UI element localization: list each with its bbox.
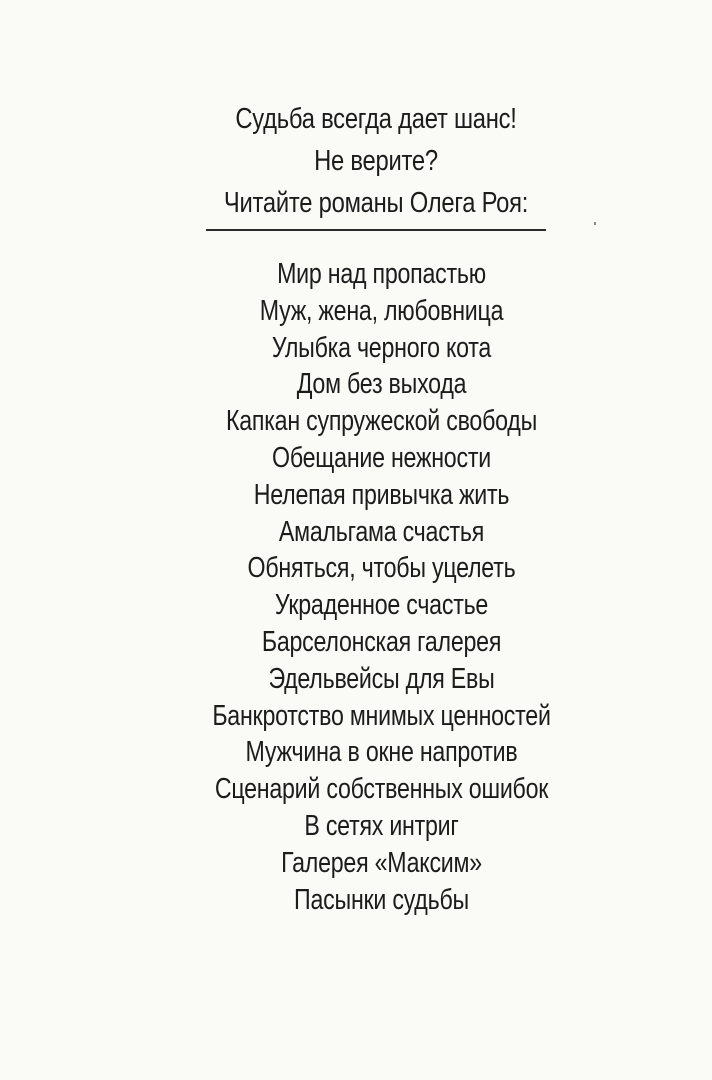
novel-title: Эдельвейсы для Евы <box>268 662 495 695</box>
novel-title: Мир над пропастью <box>277 258 486 290</box>
novel-title: Улыбка черного кота <box>271 331 492 364</box>
promo-line: Читайте романы Олега Роя: <box>223 187 529 219</box>
novel-title: Муж, жена, любовница <box>259 294 504 327</box>
novel-title: Барселонская галерея <box>261 625 502 658</box>
novel-list <box>0 256 712 918</box>
promo-line: Не верите? <box>314 145 438 177</box>
promo-line: Судьба всегда дает шанс! <box>235 103 517 135</box>
novel-title: Дом без выхода <box>296 368 467 401</box>
novel-title: Пасынки судьбы <box>294 883 469 916</box>
novel-title: Амальгама счастья <box>278 515 485 548</box>
novel-title: Обняться, чтобы уцелеть <box>247 552 516 585</box>
promo-header <box>0 98 712 224</box>
novel-title: Украденное счастье <box>274 589 489 622</box>
novel-title: Банкротство мнимых ценностей <box>212 699 551 732</box>
novel-title: Обещание нежности <box>272 441 491 474</box>
novel-title: Мужчина в окне напротив <box>245 736 518 769</box>
divider <box>206 229 546 231</box>
print-speck <box>594 222 596 225</box>
novel-title: Сценарий собственных ошибок <box>214 773 549 806</box>
novel-title: Капкан супружеской свободы <box>225 405 538 438</box>
novel-title: В сетях интриг <box>304 809 459 842</box>
novel-title: Галерея «Максим» <box>281 846 482 879</box>
novel-title: Нелепая привычка жить <box>253 478 510 511</box>
